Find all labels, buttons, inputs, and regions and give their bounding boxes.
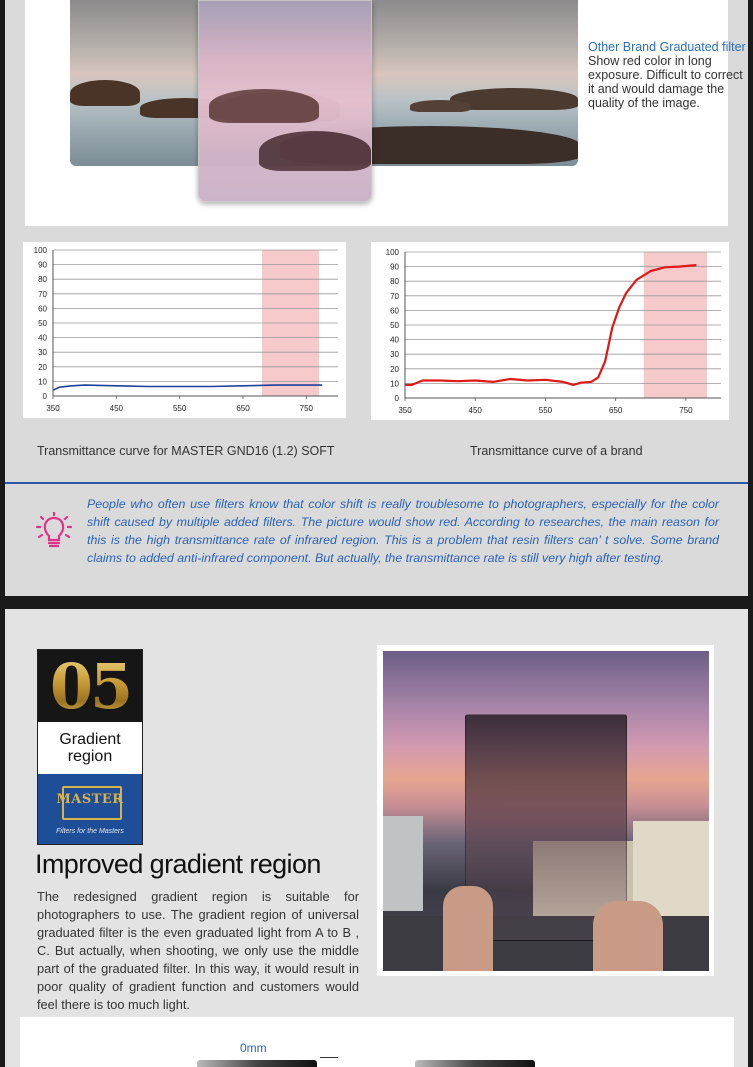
gradient-diagram-panel [20, 1017, 734, 1067]
y-tick-label: 20 [390, 364, 399, 374]
zero-mm-label: 0mm [240, 1041, 267, 1055]
color-shift-note: People who often use filters know that color shift is really troublesome to photographers, especially for the color shift caused by multiple added filters. The picture would show red. According to researches, the main reason for this is the high transmittance rate of infrared region. This is a problem that resin filters can’ t solve. Some brand claims to added anti-infrared component. But actually, the transmittance rate is still very high after testing. [87, 497, 719, 565]
y-tick-label: 80 [38, 275, 47, 285]
y-tick-label: 40 [390, 335, 399, 345]
y-tick-label: 90 [390, 262, 399, 272]
y-tick-label: 10 [38, 377, 47, 387]
badge-label-line2: region [67, 748, 113, 765]
y-tick-label: 70 [38, 289, 47, 299]
infrared-comparison-section [5, 0, 748, 596]
x-tick-label: 650 [608, 406, 623, 415]
other-brand-description [588, 40, 748, 110]
other-brand-title: Other Brand Graduated filter [588, 40, 746, 54]
y-tick-label: 80 [390, 277, 399, 287]
master-logo-tagline: Filters for the Masters [56, 828, 124, 835]
filter-comparison-photo-card [25, 0, 746, 226]
x-tick-label: 650 [236, 404, 250, 413]
chart-master-gnd16-svg [23, 242, 346, 418]
badge-number: 05 [49, 649, 131, 723]
street-sunset-photo [383, 651, 709, 971]
y-tick-label: 10 [390, 379, 399, 389]
x-tick-label: 750 [299, 404, 314, 413]
gradient-region-section [5, 609, 748, 1067]
gradient-filter-diagram-right [415, 1060, 535, 1067]
graduated-filter-overlay [198, 0, 372, 202]
y-tick-label: 70 [390, 291, 399, 301]
x-tick-label: 550 [172, 404, 187, 413]
y-tick-label: 100 [33, 246, 47, 255]
y-tick-label: 40 [38, 333, 47, 343]
x-tick-label: 350 [46, 404, 60, 413]
x-tick-label: 450 [109, 404, 124, 413]
caption-brand-curve: Transmittance curve of a brand [470, 444, 643, 458]
y-tick-label: 0 [394, 394, 399, 403]
chart-other-brand [371, 242, 729, 420]
x-tick-label: 450 [468, 406, 482, 415]
section-divider [5, 482, 748, 484]
gradient-filter-diagram-left [197, 1060, 317, 1067]
section-heading: Improved gradient region [35, 849, 321, 879]
badge-label-line1: Gradient [59, 731, 121, 748]
measure-tick [320, 1057, 338, 1058]
x-tick-label: 750 [679, 406, 693, 415]
y-tick-label: 50 [390, 321, 399, 330]
x-tick-label: 550 [538, 406, 553, 415]
x-tick-label: 350 [398, 406, 412, 415]
master-logo [38, 774, 142, 844]
y-tick-label: 0 [42, 392, 47, 401]
master-logo-text: MASTER [56, 792, 124, 807]
caption-master-curve: Transmittance curve for MASTER GND16 (1.2) SOFT [37, 444, 335, 458]
other-brand-body: Show red color in long exposure. Difficult to correct it and would damage the quality of the image. [588, 54, 743, 110]
y-tick-label: 100 [385, 248, 399, 257]
y-tick-label: 60 [390, 306, 399, 316]
y-tick-label: 50 [38, 319, 47, 328]
y-tick-label: 60 [38, 304, 47, 314]
chart-other-brand-svg [371, 242, 729, 420]
y-tick-label: 30 [38, 348, 47, 358]
gradient-region-badge [37, 649, 143, 845]
y-tick-label: 30 [390, 350, 399, 360]
y-tick-label: 90 [38, 260, 47, 270]
y-tick-label: 20 [38, 362, 47, 372]
section-body-text: The redesigned gradient region is suitable for photographers to use. The gradient region of universal graduated filter is the even graduated light from A to B , C. But actually, when shooting, we only use the middle part of the graduated filter. In this way, it would result in poor quality of gradient function and customers would feel there is too much light. [37, 889, 359, 1012]
lightbulb-icon [35, 512, 75, 550]
chart-master-gnd16 [23, 242, 346, 418]
